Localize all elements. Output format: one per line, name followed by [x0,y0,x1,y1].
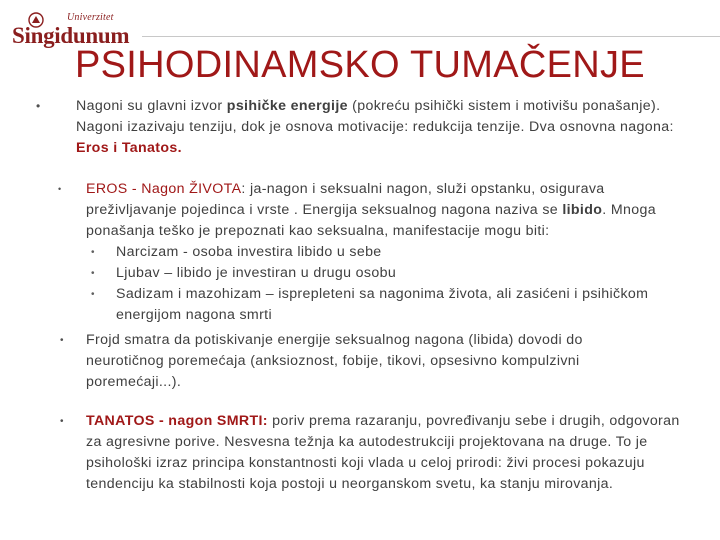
p2-text-d: . Mnoga ponašanja teško je prepoznati kao seksualna, manifestacije mogu biti: [86,202,656,239]
sub-bullet-1: • [91,247,95,258]
sub-item-narcissism: Narcizam - osoba investira libido u sebe [116,244,382,260]
sub-item-love: Ljubav – libido je investiran u drugu osobu [116,265,397,281]
paragraph-freud: Frojd smatra da potiskivanje energije seksualnog nagona (libida) dovodi do neurotičnog poremećaja (anksioznost, fobije, tikovi, opsesivno kompulzivni poremećaji...). [86,332,583,390]
eros-heading: EROS - Nagon ŽIVOTA [86,181,242,197]
page-title: PSIHODINAMSKO TUMAČENJE [75,44,645,86]
logo-university-text: Univerzitet [67,12,114,23]
university-logo [12,12,142,46]
p1-emphasis-eros-tanatos: Eros i Tanatos. [76,140,182,156]
sub-bullet-2: • [91,268,95,279]
p1-text-c: (pokreću psihički sistem i motivišu ponašanje). Nagoni izazivaju tenziju, dok je osnova motivacije: redukcija tenzije. Dva osnovna nagona: [76,98,674,135]
tanatos-heading: TANATOS - nagon SMRTI: [86,413,268,429]
sub-item-sadism-masochism: Sadizam i mazohizam – isprepleteni sa nagonima života, ali zasićeni i psihičkom energijom nagona smrti [116,286,649,323]
bullet-1: • [36,99,41,113]
p1-text-a: Nagoni su glavni izvor [76,98,227,114]
sub-bullet-3: • [91,289,95,300]
p4-text-b: poriv prema razaranju, povređivanju sebe i drugih, odgovoran za agresivne porive. Nesvesna težnja ka autodestrukciji projektovana na druge. To je psihološki izraz principa konstantnosti koji vlada u celoj prirodi: živi procesi pokazuju tendenciju ka stabilnosti koja postoji u neorganskom svetu, ka stanju mirovanja. [86,413,680,492]
p2-text-b: : ja-nagon i seksualni nagon, služi opstanku, osigurava preživljavanje pojedinca i vrste . Energija seksualnog nagona naziva se [86,181,605,218]
bullet-2: • [58,184,62,194]
paragraph-eros [86,179,676,242]
p1-emphasis-psychic-energy: psihičke energije [226,98,348,114]
bullet-3: • [60,335,64,346]
paragraph-tanatos [86,411,686,495]
logo-name-text: Singidunum [12,23,130,48]
bullet-4: • [60,416,64,427]
paragraph-1 [76,96,676,159]
header-divider [142,36,720,37]
libido-term: libido [562,202,603,218]
